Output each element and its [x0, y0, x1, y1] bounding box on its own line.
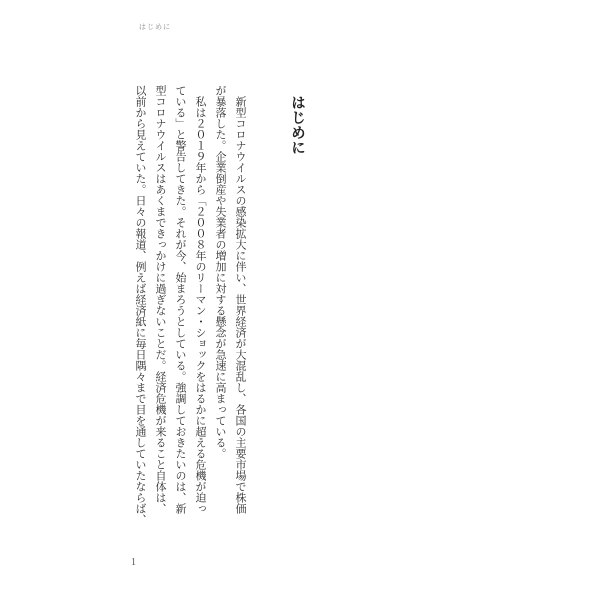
body-column: 新型コロナウイルスの感染拡大に伴い、世界経済が大混乱し、各国の主要市場で株価 [234, 85, 246, 514]
body-column: が暴落した。企業倒産や失業者の増加に対する懸念が急速に高まっている。 [214, 85, 226, 459]
page-number: 1 [131, 557, 136, 568]
running-header: はじめに [139, 23, 171, 31]
body-column: 私は２０１９年から「２００８年のリーマン・ショックをはるかに超える危機が迫っ [194, 85, 206, 514]
body-column: ている」と警告してきた。それが今、始まろうとしている。強調しておきたいのは、新 [174, 85, 186, 514]
body-column: 型コロナウイルスはあくまできっかけに過ぎないことだ。経済危機が来ること自体は、 [154, 85, 166, 514]
page-title: はじめに [289, 95, 305, 155]
body-column: 以前から見えていた。日々の報道、例えば経済紙に毎日隅々まで目を通していたならば、 [134, 85, 146, 525]
